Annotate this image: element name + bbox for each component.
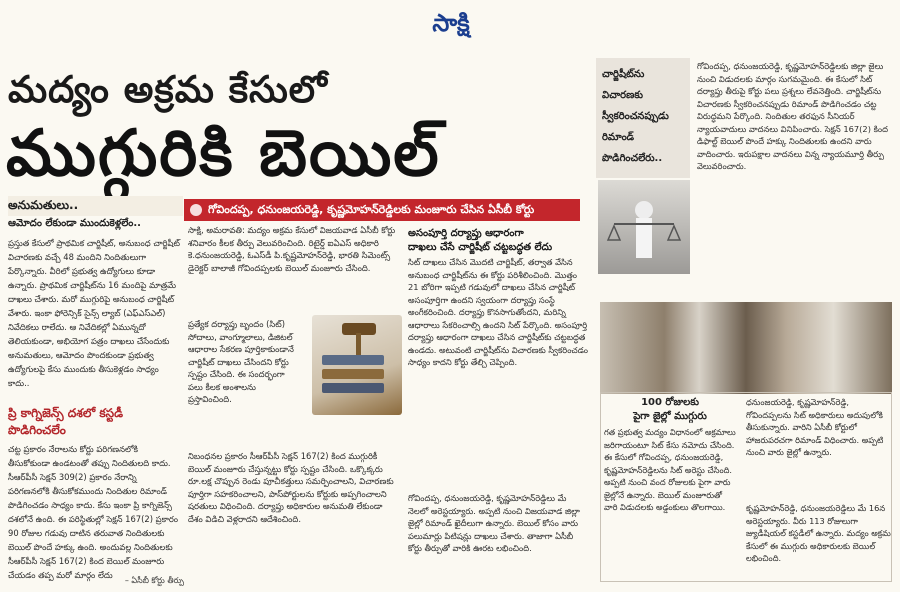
scales-of-justice-icon	[598, 180, 690, 274]
book-icon	[322, 355, 384, 365]
books-gavel-image	[312, 315, 402, 415]
column-3-text: సిట్ దాఖలు చేసిన మొదటి చార్జిషీట్, తర్వాత వేసిన అనుబంధ చార్జిషీట్‌ను ఈ కోర్టు పరిశీలించింది. మొత్తం 21 బోరిగా ఇప్పటి గడువులో దాఖలు చేసిన చార్జిషీట్ అసంపూర్తిగా ఉందని స్వయంగా దర్యాప్తు సంస్థే అంగీకరించింది. దర్యాప్తు కొనసాగుతోందని, మరిన్ని ఆధారాలు సేకరించాల్సి ఉందని సిట్ పేర్కొంది. అసంపూర్తి దర్యాప్తు ఆధారంగా దాఖలు చేసిన చార్జిషీట్‌కు చట్టబద్ధత ఉండదు. అటువంటి చార్జిషీట్‌ను విచారణకు స్వీకరించడం సాధ్యం కాదని కోర్టు తేల్చి చెప్పింది.	[408, 257, 588, 367]
column-2-text: ప్రత్యేక దర్యాప్తు బృందం (సిట్) సోదాలు, వాంగ్మూలాలు, డిజిటల్ ఆధారాల సేకరణ పూర్తికాకుండానే చార్జిషీట్ దాఖలు చేసిందని కోర్టు స్పష్టం చేసింది. ఈ సందర్భంగా పలు కీలక అంశాలను ప్రస్తావించింది.	[188, 319, 294, 404]
newspaper-logo	[412, 6, 490, 40]
logo-text: సాక్షి	[432, 9, 470, 37]
byline: – ఏసీబీ కోర్టు తీర్పు	[124, 576, 184, 585]
photo-caption-2: పైగా జైల్లో ముగ్గురు	[633, 411, 707, 422]
book-icon	[322, 369, 384, 379]
quote-line: విచారణకు	[602, 90, 644, 101]
column-3-subhead-2: దాఖలు చేసే చార్జిషీట్ చట్టబద్ధత లేదు	[408, 242, 553, 253]
quote-line: రిమాండ్	[602, 132, 635, 143]
article-kicker: మద్యం అక్రమ కేసులో	[8, 68, 328, 111]
subhead-left: అనుమతులు..	[8, 196, 183, 216]
column-2-lead: సాక్షి, అమరావతి: మద్యం అక్రమ కేసులో విజయవాడ ఏసీబీ కోర్టు శనివారం కీలక తీర్పు వెలువరించింది. రిటైర్డ్ ఐఏఎస్ అధికారి కె.ధనుంజయరెడ్డి, ఓఎస్‌డీ పి.కృష్ణమోహన్‌రెడ్డి, భారతి సిమెంట్స్ డైరెక్టర్ బాలాజీ గోవిందప్పలకు బెయిల్ మంజూరు చేసింది.	[188, 225, 396, 273]
column-4-text-3: కృష్ణమోహన్‌రెడ్డి, ధనుంజయరెడ్డిలు మే 16న అరెస్టయ్యారు. వీరు 113 రోజులుగా జ్యుడీషియల్ కస్టడీలో ఉన్నారు. మద్యం అక్రమ కేసులో ఈ ముగ్గురు అధికారులకు బెయిల్ లభించింది.	[746, 503, 891, 563]
column-4-text: గత ప్రభుత్వ మద్యం విధానంలో అక్రమాలు జరిగాయంటూ సిట్ కేసు నమోదు చేసింది. ఈ కేసులో గోవిందప్ప, ధనుంజయరెడ్డి, కృష్ణమోహన్‌రెడ్డిలను సిట్ అరెస్టు చేసింది. అప్పటి నుంచి వంద రోజులకు పైగా వారు జైల్లోనే ఉన్నారు. బెయిల్ మంజూరుతో వారి విడుదలకు అడ్డంకులు తొలగాయి.	[604, 427, 736, 512]
pull-quote-box	[596, 58, 690, 178]
column-1-text-2: చట్ట ప్రకారం నేరాలను కోర్టు పరిగణనలోకి తీసుకోకుండా ఉండటంతో తప్పు నిందితులది కాదు. సీఆర్‌పీసీ సెక్షన్ 309(2) ప్రకారం నేరాన్ని పరిగణనలోకి తీసుకోకముందు నిందితుల రిమాండ్ పొడిగించడం సాధ్యం కాదు. కేసు ఇంకా ప్రి కాగ్నిజెన్స్ దశలోనే ఉంది. ఈ పరిస్థితుల్లో సెక్షన్ 167(2) ప్రకారం 90 రోజుల గడువు దాటిన తరువాత నిందితులకు బెయిల్ పొందే హక్కు ఉంది. అందువల్ల నిందితులకు సీఆర్‌పీసీ సెక్షన్ 167(2) కింద బెయిల్ మంజూరు చేయడం తప్ప మరో మార్గం లేదు	[8, 444, 179, 580]
column-4-text-2: ధనుంజయరెడ్డి, కృష్ణమోహన్‌రెడ్డి, గోవిందప్పలను సిట్ అధికారులు అదుపులోకి తీసుకున్నారు. వారిని ఏసీబీ కోర్టులో హాజరుపరచగా రిమాండ్ విధించారు. అప్పటి నుంచి వారు జైల్లో ఉన్నారు.	[746, 397, 884, 457]
masthead	[0, 0, 900, 48]
ribbon-text: గోవిందప్ప, ధనుంజయరెడ్డి, కృష్ణమోహన్‌రెడ్డిలకు మంజూరు చేసిన ఏసీబీ కోర్టు	[208, 203, 535, 216]
article-headline: ముగ్గురికి బెయిల్	[6, 117, 441, 191]
quote-line: చార్జిషీట్‌ను	[602, 69, 645, 80]
column-1-text: ప్రస్తుత కేసులో ప్రాథమిక చార్జిషీట్, అనుబంధ చార్జిషీట్ విచారణకు వచ్చే 48 మందిని నిందితులుగా పేర్కొన్నారు. వీరిలో ప్రభుత్వ ఉద్యోగులు కూడా ఉన్నారు. ప్రాథమిక చార్జిషీట్‌ను 16 మందిపై మాత్రమే దాఖలు చేశారు. మరో ముగ్గురిపై అనుబంధ చార్జిషీట్ వేశారు. ఇంకా ఫోరెన్సిక్ సైన్స్ ల్యాబ్ (ఎఫ్ఎస్ఎల్) నివేదికలు రాలేదు. ఆ నివేదికల్లో ఏమున్నదో తెలియకుండా, అభియోగ పత్రం దాఖలు చేసేందుకు అనుమతులు, ఆమోదం పొందకుండా ప్రభుత్వ ఉద్యోగులపై కేసు ముందుకు తీసుకెళ్లడం సాధ్యం కాదు..	[8, 238, 180, 388]
column-3-subhead: అసంపూర్తి దర్యాప్తు ఆధారంగా	[408, 228, 524, 239]
accused-photo	[600, 302, 892, 394]
ribbon-bullet-icon	[190, 204, 202, 216]
right-column-text: గోవిందప్ప, ధనుంజయరెడ్డి, కృష్ణమోహన్‌రెడ్డిలకు జిల్లా జైలు నుంచి విడుదలకు మార్గం సుగమమైంది. ఈ కేసులో సిట్ దర్యాప్తు తీరుపై కోర్టు పలు ప్రశ్నలు లేవనెత్తింది. చార్జిషీట్‌ను విచారణకు స్వీకరించనప్పుడు రిమాండ్ పొడిగించడం చట్ట విరుద్ధమని పేర్కొంది. నిందితుల తరఫున సీనియర్ న్యాయవాదులు వాదనలు వినిపించారు. సెక్షన్ 167(2) కింద డిఫాల్ట్ బెయిల్ పొందే హక్కు నిందితులకు ఉందని వారు వాదించారు. ఇరుపక్షాల వాదనలు విన్న న్యాయమూర్తి తీర్పు వెలువరించారు.	[697, 61, 888, 171]
column-1-subhead: ప్రి కాగ్నిజెన్స్ దశలో కస్టడీ పొడిగించలేం	[8, 406, 123, 437]
justice-statue-image	[598, 180, 690, 274]
gavel-icon	[312, 315, 402, 355]
headline-ribbon	[184, 199, 580, 221]
column-2-text-2: నిబంధనల ప్రకారం సీఆర్‌పీసీ సెక్షన్ 167(2) కింద ముగ్గురికీ బెయిల్ మంజూరు చేస్తున్నట్టు కోర్టు స్పష్టం చేసింది. ఒక్కొక్కరు రూ.లక్ష చొప్పున రెండు పూచీకత్తులు సమర్పించాలని, విచారణకు పూర్తిగా సహకరించాలని, పాస్‌పోర్టులను కోర్టుకు అప్పగించాలని షరతులు విధించింది. దర్యాప్తు అధికారుల అనుమతి లేకుండా దేశం విడిచి వెళ్లరాదని ఆదేశించింది.	[188, 451, 394, 524]
subhead-left-2: ఆమోదం లేకుండా ముందుకెళ్లలేం..	[8, 218, 141, 229]
photo-caption: 100 రోజులకు	[641, 397, 699, 408]
quote-line: స్వీకరించనప్పుడు	[602, 111, 669, 122]
quote-line: పొడిగించలేరు..	[602, 153, 663, 164]
book-icon	[322, 383, 384, 393]
column-3-text-2: గోవిందప్ప, ధనుంజయరెడ్డి, కృష్ణమోహన్‌రెడ్డిలు మే నెలలో అరెస్టయ్యారు. అప్పటి నుంచి విజయవాడ జిల్లా జైల్లో రిమాండ్ ఖైదీలుగా ఉన్నారు. బెయిల్ కోసం వారు పలుమార్లు పిటిషన్లు దాఖలు చేశారు. తాజాగా ఏసీబీ కోర్టు తీర్పుతో వారికి ఊరట లభించింది.	[408, 493, 580, 553]
